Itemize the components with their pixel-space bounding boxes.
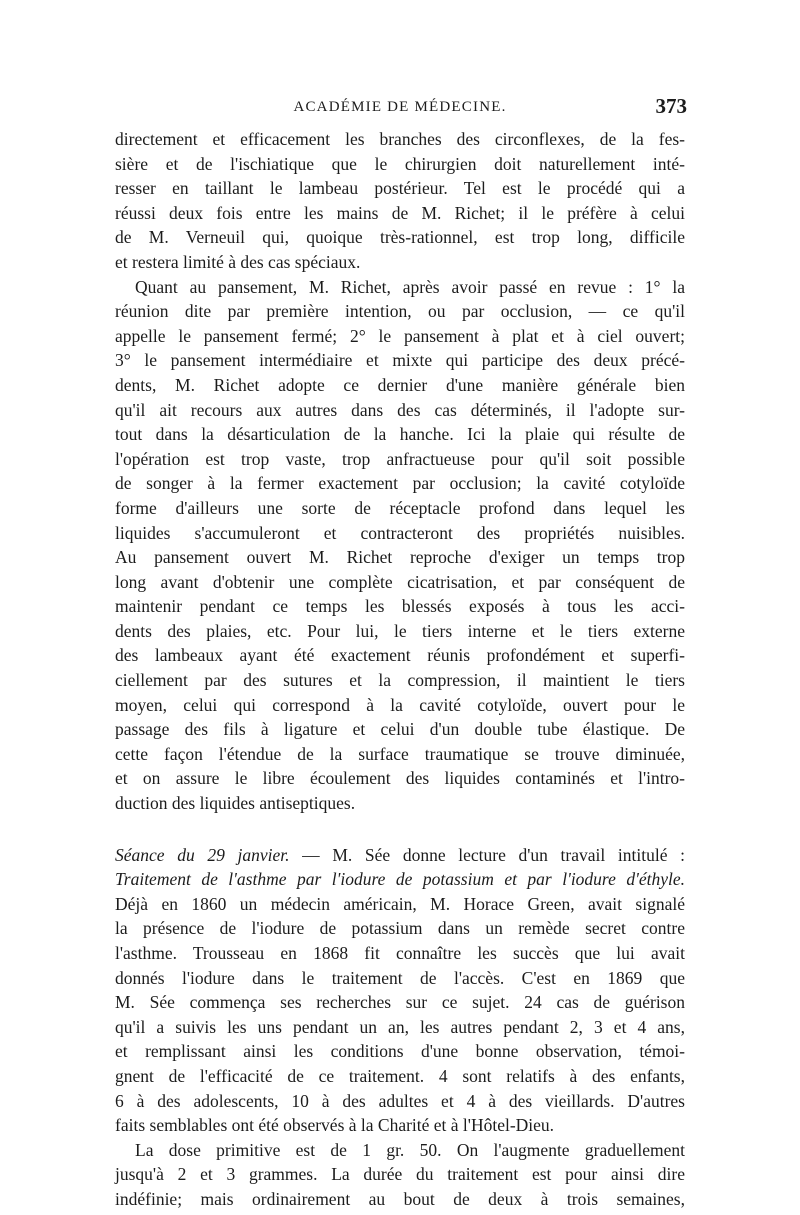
paragraph-circonflexes xyxy=(115,127,685,275)
text-line: directement et efficacement les branches des circonflexes, de la fes- xyxy=(115,129,685,149)
text-line: gnent de l'efficacité de ce traitement. 4 sont relatifs à des enfants, xyxy=(115,1065,685,1086)
text-line: réussi deux fois entre les mains de M. Richet; il le préfère à celui xyxy=(115,202,685,223)
section-seance-29-janvier xyxy=(115,843,685,1138)
text-line: maintenir pendant ce temps les blessés exposés à tous les acci- xyxy=(115,596,685,617)
text-line: dents des plaies, etc. Pour lui, le tiers interne et le tiers externe xyxy=(115,620,685,641)
paragraph-pansement xyxy=(115,275,685,816)
seance-lead: — M. Sée donne lecture d'un travail intitulé : xyxy=(289,844,685,865)
text-line: de M. Verneuil qui, quoique très-rationnel, est trop long, difficile xyxy=(115,227,685,248)
text-line: M. Sée commença ses recherches sur ce sujet. 24 cas de guérison xyxy=(115,992,685,1013)
text-line: qu'il a suivis les uns pendant un an, les autres pendant 2, 3 et 4 ans, xyxy=(115,1016,685,1037)
text-line: et restera limité à des cas spéciaux. xyxy=(115,251,361,272)
text-line: Déjà en 1860 un médecin américain, M. Horace Green, avait signalé xyxy=(115,893,685,914)
text-line: moyen, celui qui correspond à la cavité cotyloïde, ouvert pour le xyxy=(115,694,685,715)
text-line: indéfinie; mais ordinairement au bout de deux à trois semaines, xyxy=(115,1188,685,1209)
paragraph-dose xyxy=(115,1138,685,1212)
text-line: jusqu'à 2 et 3 grammes. La durée du traitement est pour ainsi dire xyxy=(115,1164,685,1185)
text-line: Quant au pansement, M. Richet, après avoir passé en revue : 1° la xyxy=(135,276,685,297)
text-line: 3° le pansement intermédiaire et mixte qui participe des deux précé- xyxy=(115,350,685,371)
text-line: des lambeaux ayant été exactement réunis profondément et superfi- xyxy=(115,645,685,666)
text-line: appelle le pansement fermé; 2° le pansement à plat et à ciel ouvert; xyxy=(115,325,685,346)
text-line: Au pansement ouvert M. Richet reproche d'exiger un temps trop xyxy=(115,547,685,568)
text-line: faits semblables ont été observés à la Charité et à l'Hôtel-Dieu. xyxy=(115,1115,555,1136)
text-line: cette façon l'étendue de la surface traumatique se trouve diminuée, xyxy=(115,743,685,764)
text-line: et remplissant ainsi les conditions d'une bonne observation, témoi- xyxy=(115,1041,685,1062)
text-line: duction des liquides antiseptiques. xyxy=(115,793,356,814)
seance-date: Séance du 29 janvier. xyxy=(115,844,290,865)
section-gap xyxy=(115,816,685,843)
text-line: resser en taillant le lambeau postérieur. Tel est le procédé qui a xyxy=(115,178,685,199)
running-title: ACADÉMIE DE MÉDECINE. xyxy=(293,99,507,115)
text-line: forme d'ailleurs une sorte de réceptacle profond dans lequel les xyxy=(115,497,685,518)
text-line: dents, M. Richet adopte ce dernier d'une manière générale bien xyxy=(115,374,685,395)
text-line: et on assure le libre écoulement des liquides contaminés et l'intro- xyxy=(115,768,685,789)
text-line: la présence de l'iodure de potassium dans un remède secret contre xyxy=(115,918,685,939)
text-line: tout dans la désarticulation de la hanche. Ici la plaie qui résulte de xyxy=(115,424,685,445)
text-line: passage des fils à ligature et celui d'un double tube élastique. De xyxy=(115,719,685,740)
text-line: ciellement par des sutures et la compression, il maintient le tiers xyxy=(115,670,685,691)
text-line: sière et de l'ischiatique que le chirurgien doit naturellement inté- xyxy=(115,153,685,174)
text-line: de songer à la fermer exactement par occlusion; la cavité cotyloïde xyxy=(115,473,685,494)
text-line: La dose primitive est de 1 gr. 50. On l'augmente graduellement xyxy=(135,1139,685,1160)
text-line: liquides s'accumuleront et contracteront des propriétés nuisibles. xyxy=(115,522,685,543)
text-line: qu'il ait recours aux autres dans des cas déterminés, il l'adopte sur- xyxy=(115,399,685,420)
text-line: l'opération est trop vaste, trop anfractueuse pour qu'il soit possible xyxy=(115,448,685,469)
running-header xyxy=(115,94,687,127)
page xyxy=(115,94,687,1212)
text-line: 6 à des adolescents, 10 à des adultes et 4 à des vieillards. D'autres xyxy=(115,1090,685,1111)
work-title: Traitement de l'asthme par l'iodure de potassium et par l'iodure d'éthyle. xyxy=(115,869,685,890)
text-line: réunion dite par première intention, ou par occlusion, — ce qu'il xyxy=(115,301,685,322)
page-number: 373 xyxy=(655,94,687,118)
text-line: l'asthme. Trousseau en 1868 fit connaître les succès que lui avait xyxy=(115,943,685,963)
text-line: donnés l'iodure dans le traitement de l'accès. C'est en 1869 que xyxy=(115,967,685,988)
seance-heading-line xyxy=(115,843,685,868)
text-line: long avant d'obtenir une complète cicatrisation, et par conséquent de xyxy=(115,571,685,592)
